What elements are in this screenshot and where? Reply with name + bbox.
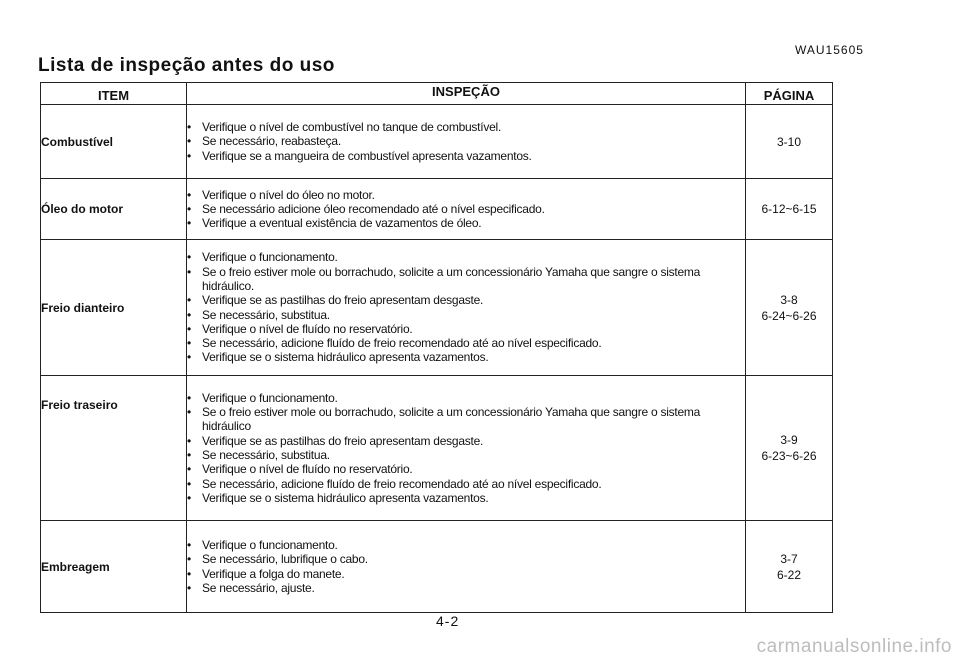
page-reference-cell <box>746 521 833 613</box>
inspection-step: • Verifique o funcionamento. <box>187 391 745 405</box>
inspection-step: • Se o freio estiver mole ou borrachudo, solicite a um concessionário Yamaha que sangre o sistema hidráulico <box>187 405 745 434</box>
inspection-step: • Se o freio estiver mole ou borrachudo, solicite a um concessionário Yamaha que sangre o sistema hidráulico. <box>187 265 745 294</box>
inspection-list <box>187 538 745 595</box>
inspection-step: • Verifique o nível de fluído no reservatório. <box>187 462 745 476</box>
document-code: WAU15605 <box>795 43 864 57</box>
inspection-list <box>187 120 745 163</box>
inspection-step: • Verifique se o sistema hidráulico apresenta vazamentos. <box>187 491 745 505</box>
inspection-cell <box>187 179 746 240</box>
inspection-step: • Se necessário, lubrifique o cabo. <box>187 552 745 566</box>
inspection-list <box>187 250 745 364</box>
page-reference-cell <box>746 105 833 179</box>
inspection-step: • Se necessário, substitua. <box>187 448 745 462</box>
inspection-step: • Verifique a folga do manete. <box>187 567 745 581</box>
inspection-step: • Verifique se as pastilhas do freio apresentam desgaste. <box>187 434 745 448</box>
page-reference: 6-12~6-15 <box>761 202 817 216</box>
inspection-step: • Verifique o funcionamento. <box>187 250 745 264</box>
page-reference: 3-10 <box>776 134 802 149</box>
inspection-step: • Se necessário, adicione fluído de freio recomendado até ao nível especificado. <box>187 336 745 350</box>
column-header-page: PÁGINA <box>746 83 833 105</box>
inspection-step: • Verifique o nível de fluído no reservatório. <box>187 322 745 336</box>
item-name: Óleo do motor <box>41 179 187 240</box>
page-reference: 6-22 <box>776 567 802 582</box>
column-header-inspection: INSPEÇÃO <box>187 83 746 105</box>
table-row <box>41 179 833 240</box>
page-reference: 3-9 <box>780 433 798 447</box>
item-name: Combustível <box>41 105 187 179</box>
inspection-step: • Verifique o funcionamento. <box>187 538 745 552</box>
page-reference-cell <box>746 376 833 521</box>
inspection-step: • Verifique se as pastilhas do freio apresentam desgaste. <box>187 293 745 307</box>
inspection-cell <box>187 105 746 179</box>
page-reference: 3-7 <box>780 551 798 566</box>
inspection-step: • Verifique se a mangueira de combustível apresenta vazamentos. <box>187 149 745 163</box>
inspection-step: • Verifique se o sistema hidráulico apresenta vazamentos. <box>187 350 745 364</box>
inspection-cell <box>187 376 746 521</box>
page-reference: 6-23~6-26 <box>761 449 817 463</box>
inspection-list <box>187 391 745 505</box>
inspection-step: • Se necessário adicione óleo recomendado até o nível especificado. <box>187 202 745 216</box>
inspection-cell <box>187 240 746 376</box>
inspection-step: • Verifique o nível do óleo no motor. <box>187 188 745 202</box>
page-reference-cell <box>746 179 833 240</box>
inspection-step: • Se necessário, substitua. <box>187 308 745 322</box>
inspection-step: • Se necessário, adicione fluído de freio recomendado até ao nível especificado. <box>187 477 745 491</box>
inspection-step: • Verifique a eventual existência de vazamentos de óleo. <box>187 216 745 230</box>
inspection-cell <box>187 521 746 613</box>
page-reference-cell <box>746 240 833 376</box>
table-row <box>41 521 833 613</box>
page-reference: 3-8 <box>780 292 798 307</box>
inspection-list <box>187 188 745 231</box>
table-header-row <box>41 83 833 105</box>
page-reference: 6-24~6-26 <box>761 308 817 323</box>
page-number: 4-2 <box>436 613 460 629</box>
item-name: Freio traseiro <box>41 376 187 521</box>
item-name: Freio dianteiro <box>41 240 187 376</box>
item-name: Embreagem <box>41 521 187 613</box>
column-header-item: ITEM <box>41 83 187 105</box>
table-row <box>41 105 833 179</box>
page-title: Lista de inspeção antes do uso <box>38 55 335 76</box>
table-row <box>41 240 833 376</box>
inspection-step: • Verifique o nível de combustível no tanque de combustível. <box>187 120 745 134</box>
watermark: carmanualsonline.info <box>756 636 952 657</box>
inspection-step: • Se necessário, ajuste. <box>187 581 745 595</box>
table-row <box>41 376 833 521</box>
inspection-table <box>40 82 833 613</box>
inspection-step: • Se necessário, reabasteça. <box>187 134 745 148</box>
